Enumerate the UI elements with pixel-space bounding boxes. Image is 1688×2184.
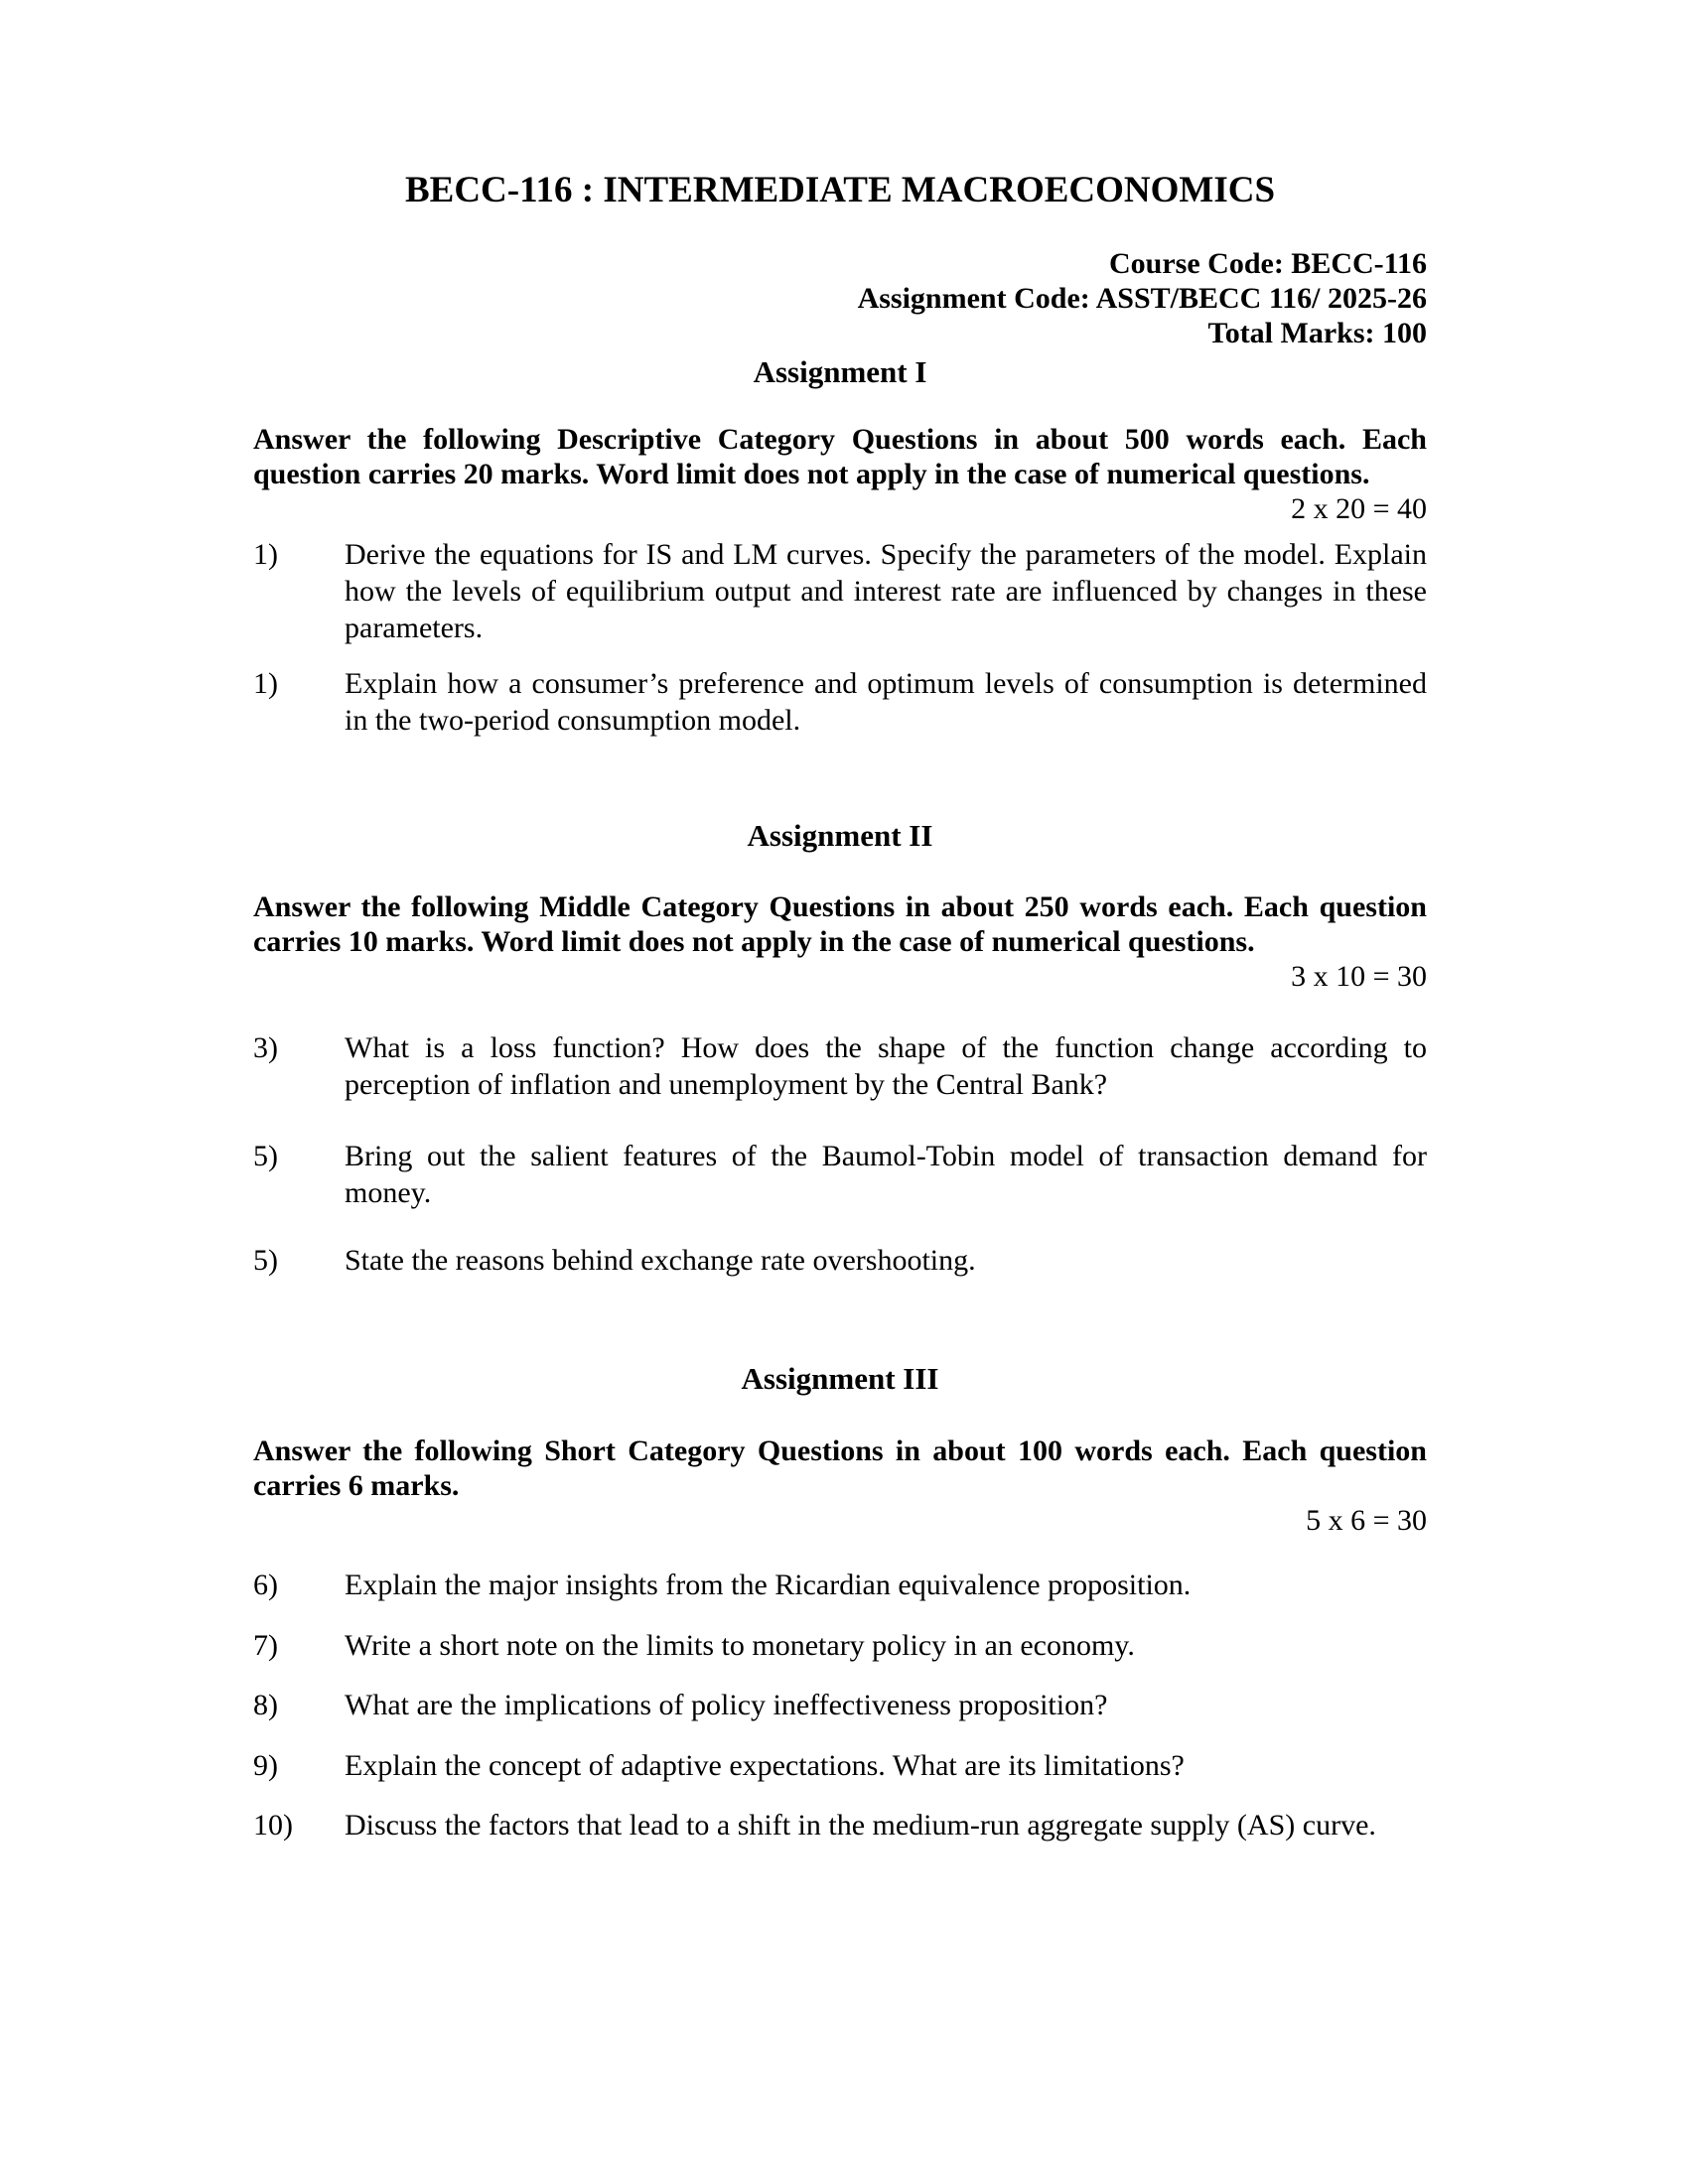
question-number: 9): [253, 1749, 278, 1782]
question-text: State the reasons behind exchange rate overshooting.: [345, 1244, 976, 1277]
question-row: [253, 1687, 1427, 1723]
question-number: 6): [253, 1569, 278, 1601]
question-row: [253, 1242, 1427, 1279]
marks-formula-assignment-2: 3 x 10 = 30: [1291, 960, 1427, 993]
question-text: Derive the equations for IS and LM curves. Specify the parameters of the model. Explain how the levels of equilibrium output and interest rate are influenced by changes in these parameters.: [345, 538, 1427, 644]
question-number: 10): [253, 1809, 293, 1842]
instructions-assignment-2: Answer the following Middle Category Questions in about 250 words each. Each question carries 10 marks. Word limit does not apply in the case of numerical questions.: [253, 890, 1427, 958]
question-number: 1): [253, 667, 278, 700]
question-row: [253, 1138, 1427, 1211]
question-row: [253, 536, 1427, 646]
section-heading-assignment-2: Assignment II: [747, 818, 933, 853]
total-marks-line: Total Marks: 100: [1207, 317, 1427, 349]
question-text: Explain how a consumer’s preference and optimum levels of consumption is determined in the two-period consumption model.: [345, 667, 1427, 737]
question-text: What is a loss function? How does the shape of the function change according to perception of inflation and unemployment by the Central Bank?: [345, 1031, 1427, 1101]
question-text: What are the implications of policy ineffectiveness proposition?: [345, 1689, 1108, 1721]
question-number: 7): [253, 1629, 278, 1662]
question-row: [253, 1567, 1427, 1603]
question-row: [253, 665, 1427, 739]
marks-formula-assignment-1: 2 x 20 = 40: [1291, 492, 1427, 525]
document-content: [253, 0, 1427, 1855]
question-number: 5): [253, 1140, 278, 1172]
question-text: Discuss the factors that lead to a shift in the medium-run aggregate supply (AS) curve.: [345, 1809, 1376, 1842]
marks-formula-assignment-3: 5 x 6 = 30: [1306, 1504, 1427, 1537]
section-heading-assignment-1: Assignment I: [753, 354, 927, 389]
question-row: [253, 1029, 1427, 1103]
assignment-code-line: Assignment Code: ASST/BECC 116/ 2025-26: [857, 282, 1427, 315]
course-header-block: [253, 246, 1427, 350]
instructions-assignment-3: Answer the following Short Category Questions in about 100 words each. Each question carries 6 marks.: [253, 1434, 1427, 1502]
question-number: 1): [253, 538, 278, 571]
document-title: BECC-116 : INTERMEDIATE MACROECONOMICS: [404, 170, 1276, 210]
instructions-assignment-1: Answer the following Descriptive Category Questions in about 500 words each. Each question carries 20 marks. Word limit does not apply in the case of numerical questions.: [253, 423, 1427, 490]
question-number: 5): [253, 1244, 278, 1277]
question-row: [253, 1627, 1427, 1664]
question-text: Explain the concept of adaptive expectations. What are its limitations?: [345, 1749, 1185, 1782]
question-row: [253, 1747, 1427, 1784]
question-text: Explain the major insights from the Ricardian equivalence proposition.: [345, 1569, 1192, 1601]
course-code-line: Course Code: BECC-116: [1109, 247, 1427, 280]
question-number: 3): [253, 1031, 278, 1064]
question-row: [253, 1796, 1427, 1855]
question-text: Write a short note on the limits to monetary policy in an economy.: [345, 1629, 1135, 1662]
section-heading-assignment-3: Assignment III: [741, 1361, 939, 1396]
question-text: Bring out the salient features of the Baumol-Tobin model of transaction demand for money.: [345, 1140, 1427, 1209]
question-number: 8): [253, 1689, 278, 1721]
